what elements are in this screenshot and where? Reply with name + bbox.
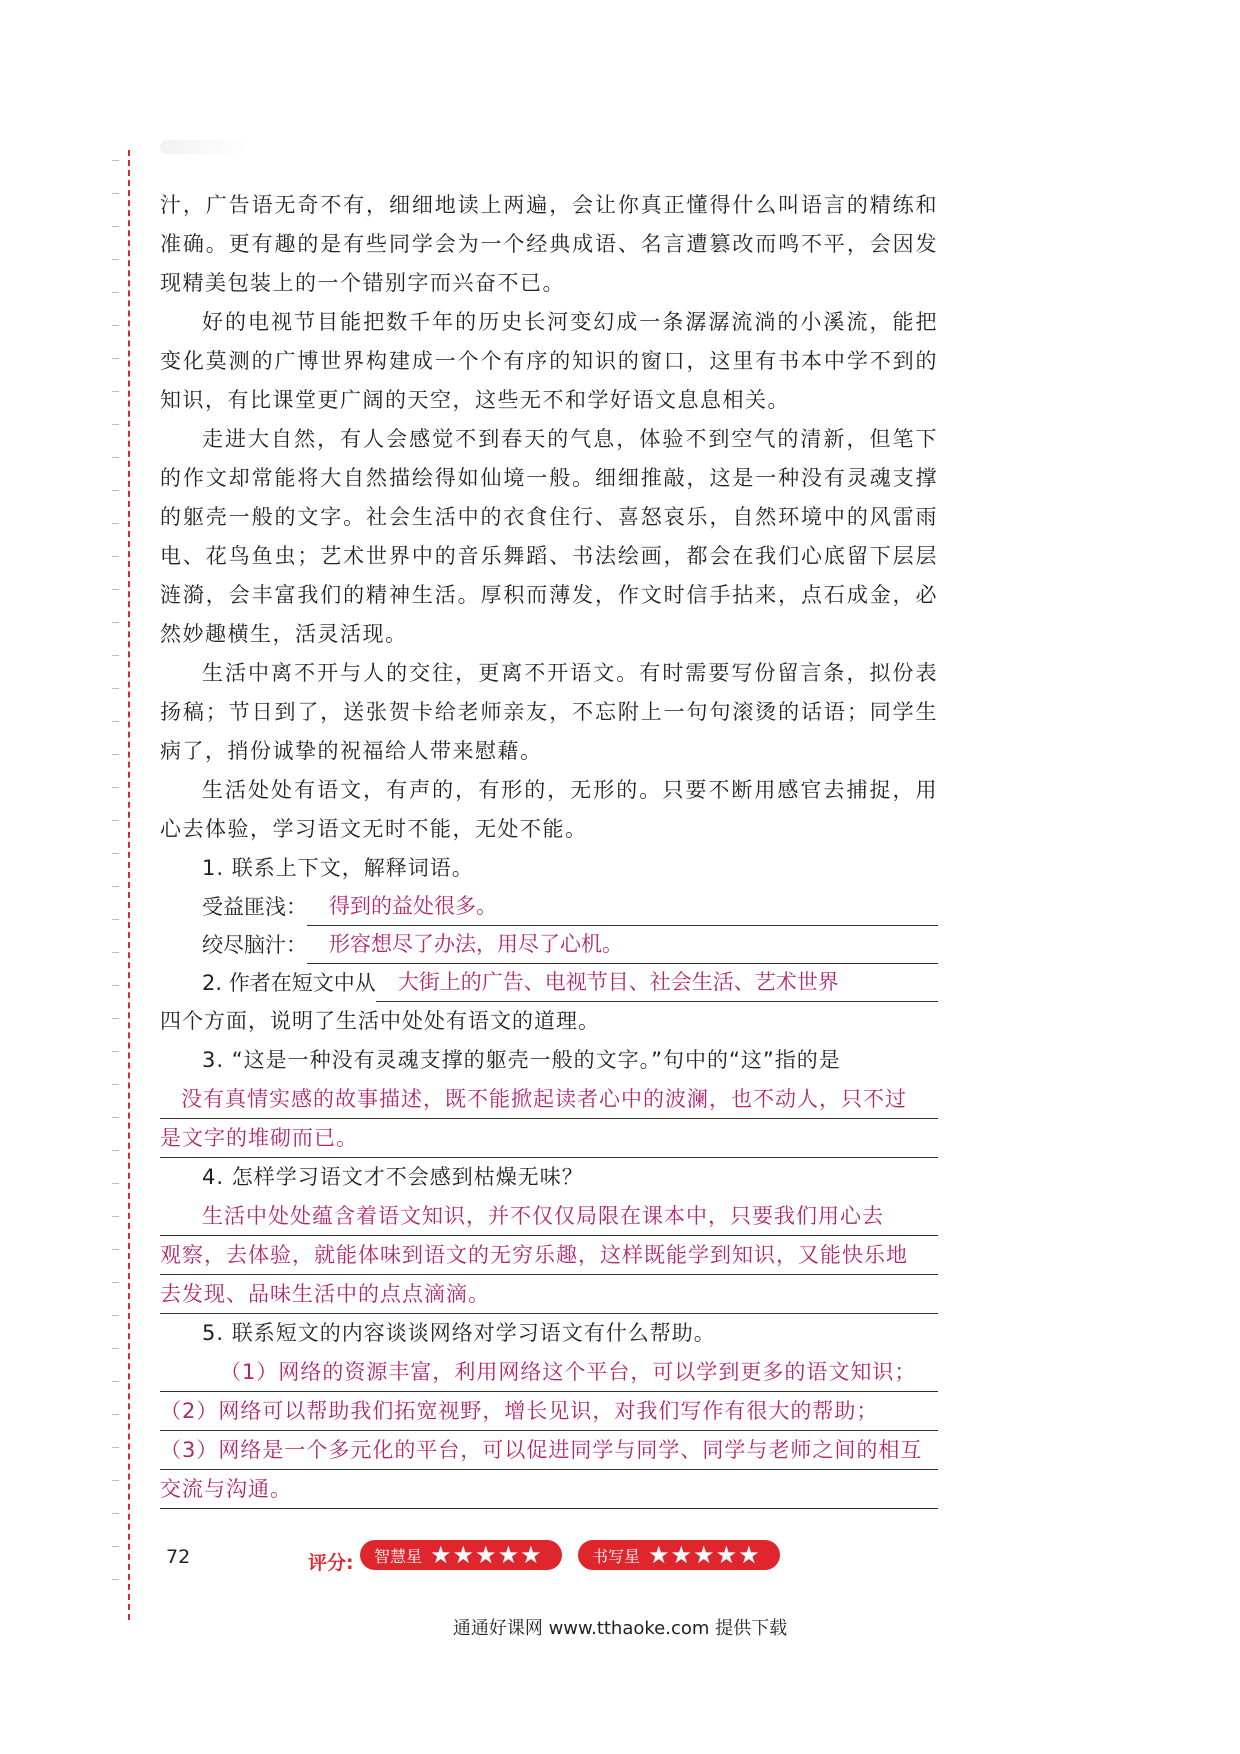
margin-tick (112, 1414, 119, 1415)
answer-line: （2）网络可以帮助我们拓宽视野，增长见识，对我们写作有很大的帮助； (160, 1392, 938, 1431)
margin-tick (112, 655, 119, 656)
question-2-prompt-after: 四个方面，说明了生活中处处有语文的道理。 (160, 1009, 600, 1033)
download-watermark: 通通好课网 www.tthaoke.com 提供下载 (452, 1618, 788, 1639)
answer-line: 生活中处处蕴含着语文知识，并不仅仅局限在课本中，只要我们用心去 (160, 1197, 938, 1236)
margin-tick (112, 391, 119, 392)
page-content (160, 186, 938, 1509)
answer-line: 去发现、品味生活中的点点滴滴。 (160, 1275, 938, 1314)
margin-tick (112, 259, 119, 260)
margin-tick (112, 457, 119, 458)
margin-tick (112, 160, 119, 161)
margin-tick (112, 1183, 119, 1184)
margin-tick (112, 886, 119, 887)
question-5-answer[interactable] (160, 1353, 938, 1509)
margin-tick (112, 721, 119, 722)
paragraph-2: 好的电视节目能把数千年的历史长河变幻成一条潺潺流淌的小溪流，能把变化莫测的广博世界构建成一个个有序的知识的窗口，这里有书本中学不到的知识，有比课堂更广阔的天空，这些无不和学好语文息息相关。 (160, 310, 938, 412)
margin-tick (112, 985, 119, 986)
question-1-item-1 (160, 888, 938, 926)
margin-tick (112, 226, 119, 227)
paragraph-1: 汁，广告语无奇不有，细细地读上两遍，会让你真正懂得什么叫语言的精练和准确。更有趣的是有些同学会为一个经典成语、名言遭篡改而鸣不平，会因发现精美包装上的一个错别字而兴奋不已。 (160, 193, 938, 295)
answer-field[interactable]: 形容想尽了办法，用尽了心机。 (307, 926, 938, 964)
margin-tick (112, 523, 119, 524)
margin-tick (112, 490, 119, 491)
margin-tick (112, 919, 119, 920)
margin-tick (112, 787, 119, 788)
margin-tick (112, 358, 119, 359)
margin-tick (112, 589, 119, 590)
margin-tick (112, 1513, 119, 1514)
margin-tick (112, 853, 119, 854)
margin-tick (112, 193, 119, 194)
question-3-prompt: 3. “这是一种没有灵魂支撑的躯壳一般的文字。”句中的“这”指的是 (202, 1048, 841, 1072)
page-footer (160, 1540, 940, 1580)
margin-tick (112, 1315, 119, 1316)
question-5-prompt: 5. 联系短文的内容谈谈网络对学习语文有什么帮助。 (202, 1321, 716, 1345)
answer-line: （3）网络是一个多元化的平台，可以促进同学与同学、同学与老师之间的相互 (160, 1431, 938, 1470)
margin-tick (112, 292, 119, 293)
margin-tick (112, 1447, 119, 1448)
margin-tick (112, 754, 119, 755)
margin-tick (112, 820, 119, 821)
question-4-prompt: 4. 怎样学习语文才不会感到枯燥无味？ (202, 1165, 584, 1189)
margin-tick (112, 1084, 119, 1085)
margin-tick (112, 1018, 119, 1019)
answer-line: 没有真情实感的故事描述，既不能掀起读者心中的波澜，也不动人，只不过 (160, 1080, 938, 1119)
margin-tick (112, 556, 119, 557)
margin-tick (112, 622, 119, 623)
margin-tick (112, 1117, 119, 1118)
margin-tick (112, 1381, 119, 1382)
margin-tick (112, 1348, 119, 1349)
star-rating-icons: ★★★★★ (430, 1541, 543, 1569)
margin-tick (112, 1150, 119, 1151)
margin-tick (112, 1480, 119, 1481)
margin-tick (112, 1546, 119, 1547)
wisdom-star-label: 智慧星 (374, 1546, 423, 1566)
margin-tick (112, 424, 119, 425)
writing-star-rating (578, 1540, 780, 1570)
answer-line: 是文字的堆砌而已。 (160, 1119, 938, 1158)
margin-tick (112, 325, 119, 326)
answer-field[interactable]: 大街上的广告、电视节目、社会生活、艺术世界 (376, 964, 938, 1002)
question-2-prompt-before: 2. 作者在短文中从 (202, 971, 376, 995)
question-1-item-2 (160, 926, 938, 964)
margin-tick (112, 1579, 119, 1580)
score-label: 评分: (308, 1552, 354, 1574)
star-rating-icons: ★★★★★ (648, 1541, 761, 1569)
margin-tick (112, 1216, 119, 1217)
margin-ticks (112, 160, 122, 1610)
term-label: 受益匪浅： (202, 895, 307, 919)
answer-line: 观察，去体验，就能体味到语文的无穷乐趣，这样既能学到知识，又能快乐地 (160, 1236, 938, 1275)
writing-star-label: 书写星 (592, 1546, 641, 1566)
question-3-answer[interactable] (160, 1080, 938, 1158)
margin-tick (112, 1282, 119, 1283)
page-number: 72 (166, 1546, 191, 1568)
margin-tick (112, 952, 119, 953)
paragraph-3: 走进大自然，有人会感觉不到春天的气息，体验不到空气的清新，但笔下的作文却常能将大自然描绘得如仙境一般。细细推敲，这是一种没有灵魂支撑的躯壳一般的文字。社会生活中的衣食住行、喜怒哀乐，自然环境中的风雷雨电、花鸟鱼虫；艺术世界中的音乐舞蹈、书法绘画，都会在我们心底留下层层涟漪，会丰富我们的精神生活。厚积而薄发，作文时信手拈来，点石成金，必然妙趣横生，活灵活现。 (160, 427, 938, 646)
margin-tick (112, 1051, 119, 1052)
margin-tick (112, 688, 119, 689)
question-2-prompt (160, 964, 938, 1002)
margin-tick (112, 1249, 119, 1250)
question-4-answer[interactable] (160, 1197, 938, 1314)
question-1-prompt: 1. 联系上下文，解释词语。 (202, 856, 474, 880)
paragraph-4: 生活中离不开与人的交往，更离不开语文。有时需要写份留言条，拟份表扬稿；节日到了，送张贺卡给老师亲友，不忘附上一句句滚烫的话语；同学生病了，捎份诚挚的祝福给人带来慰藉。 (160, 661, 938, 763)
answer-line: （1）网络的资源丰富，利用网络这个平台，可以学到更多的语文知识； (160, 1353, 938, 1392)
term-label: 绞尽脑汁： (202, 933, 307, 957)
page-header-shade (160, 140, 250, 154)
answer-field[interactable]: 得到的益处很多。 (307, 888, 938, 926)
answer-line: 交流与沟通。 (160, 1470, 938, 1509)
margin-dashed-line (128, 150, 130, 1620)
paragraph-5: 生活处处有语文，有声的，有形的，无形的。只要不断用感官去捕捉，用心去体验，学习语文无时不能，无处不能。 (160, 778, 938, 841)
wisdom-star-rating (360, 1540, 562, 1570)
